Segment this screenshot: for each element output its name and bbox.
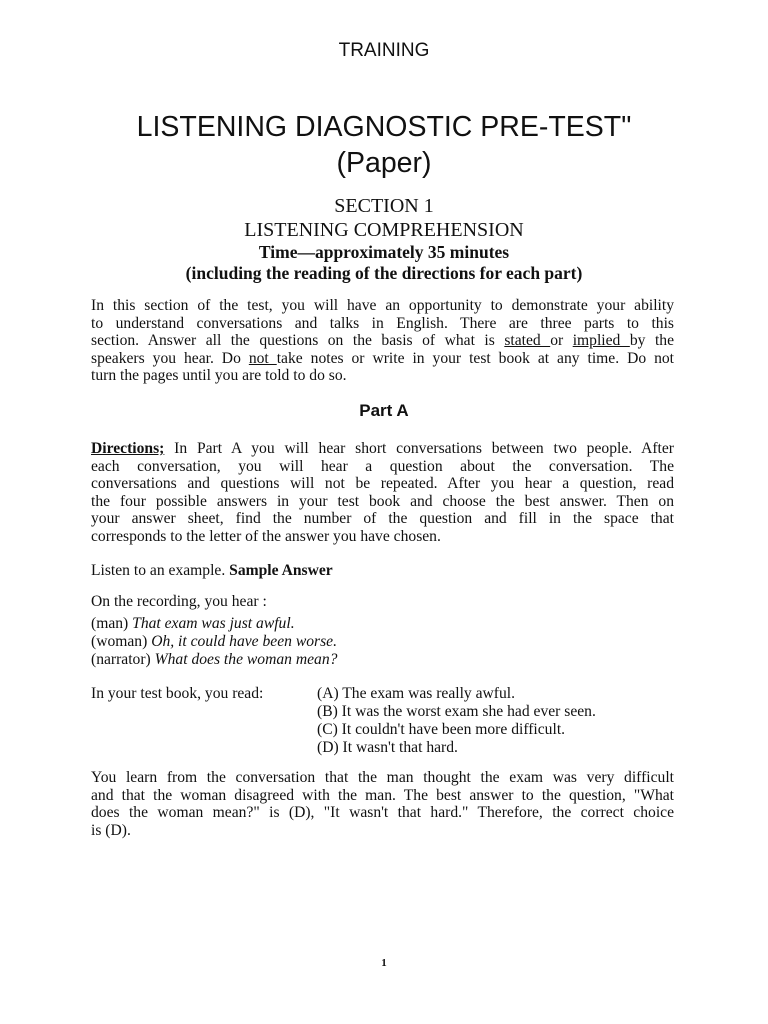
speech-text: Oh, it could have been worse. <box>151 633 337 650</box>
section-time-note: (including the reading of the directions for each part) <box>185 263 583 283</box>
intro-text: speakers you hear. Do <box>91 349 249 367</box>
not-emphasis: not <box>248 349 277 367</box>
header-label: TRAINING <box>338 40 430 61</box>
intro-text: take notes or write in your test book at any time. Do not <box>276 349 675 367</box>
intro-text: or <box>550 332 573 350</box>
speaker-label: (narrator) <box>91 651 155 668</box>
answer-option: (C) It couldn't have been more difficult. <box>317 721 566 738</box>
section-time: Time—approximately 35 minutes <box>258 242 510 262</box>
directions-line: conversations and questions will not be repeated. After you hear a question, read <box>91 475 674 493</box>
test-book-label: In your test book, you read: <box>91 685 264 702</box>
explanation-line: is (D). <box>91 821 131 839</box>
answer-option: (D) It wasn't that hard. <box>317 739 458 756</box>
implied-emphasis: implied <box>572 332 630 350</box>
directions-line: the four possible answers in your test book and choose the best answer. Then on <box>91 492 674 510</box>
document-subtitle: (Paper) <box>336 147 432 179</box>
explanation-line: and that the woman disagreed with the man. The best answer to the question, "What <box>91 786 674 804</box>
intro-line <box>91 332 674 350</box>
speech-text: That exam was just awful. <box>132 615 295 632</box>
explanation-paragraph <box>91 769 674 839</box>
dialogue-line <box>91 615 295 633</box>
directions-paragraph <box>91 440 674 546</box>
directions-line: each conversation, you will hear a question about the conversation. The <box>91 457 674 475</box>
directions-line: your answer sheet, find the number of the question and fill in the space that <box>91 510 674 528</box>
explanation-line: You learn from the conversation that the man thought the exam was very difficult <box>91 769 674 786</box>
document-title: LISTENING DIAGNOSTIC PRE-TEST" <box>136 111 632 143</box>
answer-option: (B) It was the worst exam she had ever seen. <box>317 703 596 720</box>
sample-answer-label: Sample Answer <box>229 562 333 579</box>
example-intro <box>91 562 333 580</box>
intro-line <box>91 350 674 368</box>
speaker-label: (woman) <box>91 633 152 650</box>
intro-text: section. Answer all the questions on the basis of what is <box>91 332 505 350</box>
intro-line: In this section of the test, you will have an opportunity to demonstrate your ability <box>91 297 674 314</box>
listen-text: Listen to an example. <box>91 562 230 579</box>
dialogue-line <box>91 633 337 651</box>
page-number: 1 <box>381 957 387 969</box>
directions-text: In Part A you will hear short conversations between two people. After <box>164 440 674 457</box>
section-subheading: LISTENING COMPREHENSION <box>244 219 524 241</box>
directions-line <box>91 440 674 458</box>
directions-line: corresponds to the letter of the answer you have chosen. <box>91 527 441 545</box>
dialogue-line <box>91 651 337 669</box>
recording-intro: On the recording, you hear : <box>91 593 267 610</box>
speaker-label: (man) <box>91 615 133 632</box>
intro-paragraph <box>91 297 674 385</box>
directions-label: Directions; <box>91 440 165 457</box>
stated-emphasis: stated <box>504 332 551 350</box>
intro-text: by the <box>629 332 674 350</box>
speech-text: What does the woman mean? <box>154 651 338 668</box>
answer-option: (A) The exam was really awful. <box>317 685 516 702</box>
intro-line: turn the pages until you are told to do so. <box>91 367 347 385</box>
part-a-heading: Part A <box>359 401 409 420</box>
explanation-line: does the woman mean?" is (D), "It wasn't that hard." Therefore, the correct choice <box>91 804 674 822</box>
section-heading: SECTION 1 <box>334 195 434 217</box>
intro-line: to understand conversations and talks in English. There are three parts to this <box>91 314 674 332</box>
